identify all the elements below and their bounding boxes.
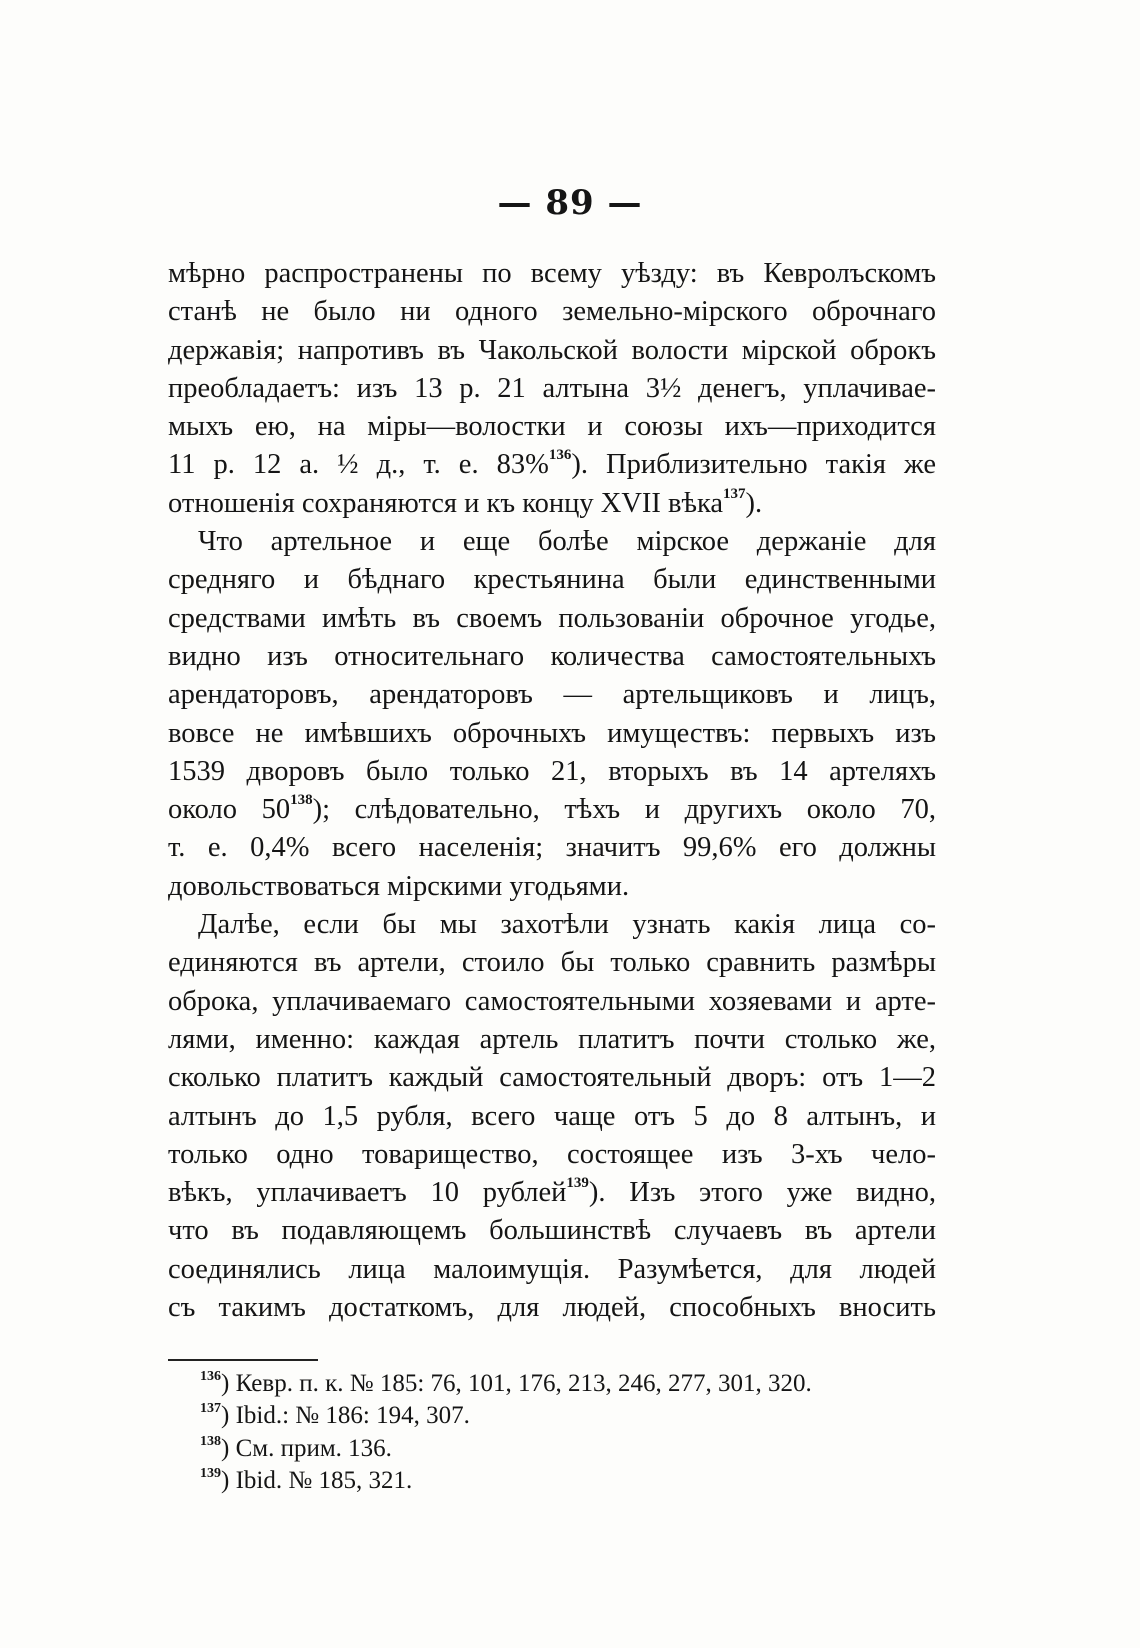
footnote-mark: 136 bbox=[200, 1369, 221, 1384]
text-segment: отношенія сохраняются и къ концу XVII вѣка bbox=[168, 487, 724, 519]
text-line: Что артельное и еще болѣе мірское держаніе для bbox=[198, 526, 936, 558]
footnote-divider bbox=[168, 1359, 318, 1361]
footnote bbox=[200, 1465, 940, 1497]
text-line: сколько платитъ каждый самостоятельный дворъ: отъ 1—2 bbox=[168, 1062, 936, 1094]
footnote-ref: 137 bbox=[723, 485, 746, 502]
main-text bbox=[168, 255, 936, 1327]
text-segment: ). bbox=[745, 487, 763, 519]
text-line: видно изъ относительнаго количества самостоятельныхъ bbox=[168, 640, 936, 672]
text-line: преобладаетъ: изъ 13 р. 21 алтына 3½ денегъ, уплачивае- bbox=[168, 372, 936, 404]
footnote-mark: 138 bbox=[200, 1433, 221, 1449]
footnote-text: ) Ibid. № 185, 321. bbox=[221, 1466, 413, 1494]
text-line: мыхъ ею, на міры—волостки и союзы ихъ—приходится bbox=[168, 411, 936, 443]
text-line: съ такимъ достаткомъ, для людей, способныхъ вносить bbox=[168, 1292, 936, 1324]
text-line bbox=[168, 446, 936, 484]
text-line bbox=[168, 1174, 936, 1212]
footnote-mark: 139 bbox=[200, 1465, 221, 1481]
footnote bbox=[200, 1368, 940, 1400]
text-line: соединялись лица малоимущія. Разумѣется, для людей bbox=[168, 1253, 936, 1285]
footnote-text: ) Кевр. п. к. № 185: 76, 101, 176, 213, 246, 277, 301, 320. bbox=[221, 1370, 812, 1397]
footnotes bbox=[200, 1368, 940, 1497]
page-number: — 89 — bbox=[497, 183, 643, 223]
text-line: Далѣе, если бы мы захотѣли узнать какія лица со- bbox=[198, 909, 936, 941]
text-line: арендаторовъ, арендаторовъ — артельщиковъ и лицъ, bbox=[168, 679, 936, 711]
text-line: довольствоваться мірскими угодьями. bbox=[168, 870, 630, 902]
text-line: средствами имѣть въ своемъ пользованіи оброчное угодье, bbox=[168, 602, 936, 634]
text-line bbox=[168, 791, 936, 829]
text-line: лями, именно: каждая артель платитъ почти столько же, bbox=[168, 1023, 936, 1055]
text-line bbox=[168, 485, 936, 523]
footnote bbox=[200, 1400, 940, 1432]
text-line: державія; напротивъ въ Чакольской волости мірской оброкъ bbox=[168, 334, 936, 366]
text-line: мѣрно распространены по всему уѣзду: въ Кевролъскомъ bbox=[168, 258, 936, 289]
footnote-mark: 137 bbox=[200, 1401, 221, 1417]
text-line: алтынъ до 1,5 рубля, всего чаще отъ 5 до 8 алтынъ, и bbox=[168, 1100, 936, 1132]
footnote-ref: 139 bbox=[566, 1175, 589, 1192]
text-line: т. е. 0,4% всего населенія; значитъ 99,6% его должны bbox=[168, 832, 936, 864]
footnote-text: ) Ibid.: № 186: 194, 307. bbox=[221, 1402, 470, 1430]
text-segment: ). Изъ этого уже видно, bbox=[588, 1177, 936, 1209]
text-line: вовсе не имѣвшихъ оброчныхъ имуществъ: первыхъ изъ bbox=[168, 717, 936, 749]
text-line: единяются въ артели, стоило бы только сравнить размѣры bbox=[168, 947, 936, 979]
footnote-text: ) См. прим. 136. bbox=[221, 1434, 392, 1462]
text-line: оброка, уплачиваемаго самостоятельными хозяевами и арте- bbox=[168, 985, 936, 1017]
text-segment: вѣкъ, уплачиваетъ 10 рублей bbox=[168, 1177, 567, 1209]
text-segment: ). Приблизительно такія же bbox=[571, 449, 936, 481]
text-line: 1539 дворовъ было только 21, вторыхъ въ 14 артеляхъ bbox=[168, 755, 936, 787]
text-segment: около 50 bbox=[168, 794, 291, 826]
footnote-ref: 136 bbox=[548, 447, 572, 464]
footnote-ref: 138 bbox=[290, 792, 313, 809]
footnote bbox=[200, 1433, 940, 1465]
text-segment: 11 р. 12 а. ½ д., т. е. 83% bbox=[168, 449, 549, 481]
text-line: станѣ не было ни одного земельно-мірского оброчнаго bbox=[168, 296, 936, 328]
text-line: что въ подавляющемъ большинствѣ случаевъ въ артели bbox=[168, 1215, 936, 1247]
text-segment: ); слѣдовательно, тѣхъ и другихъ около 70, bbox=[312, 794, 936, 826]
text-line: только одно товарищество, состоящее изъ 3-хъ чело- bbox=[168, 1138, 936, 1170]
text-line: средняго и бѣднаго крестьянина были единственными bbox=[168, 564, 936, 596]
